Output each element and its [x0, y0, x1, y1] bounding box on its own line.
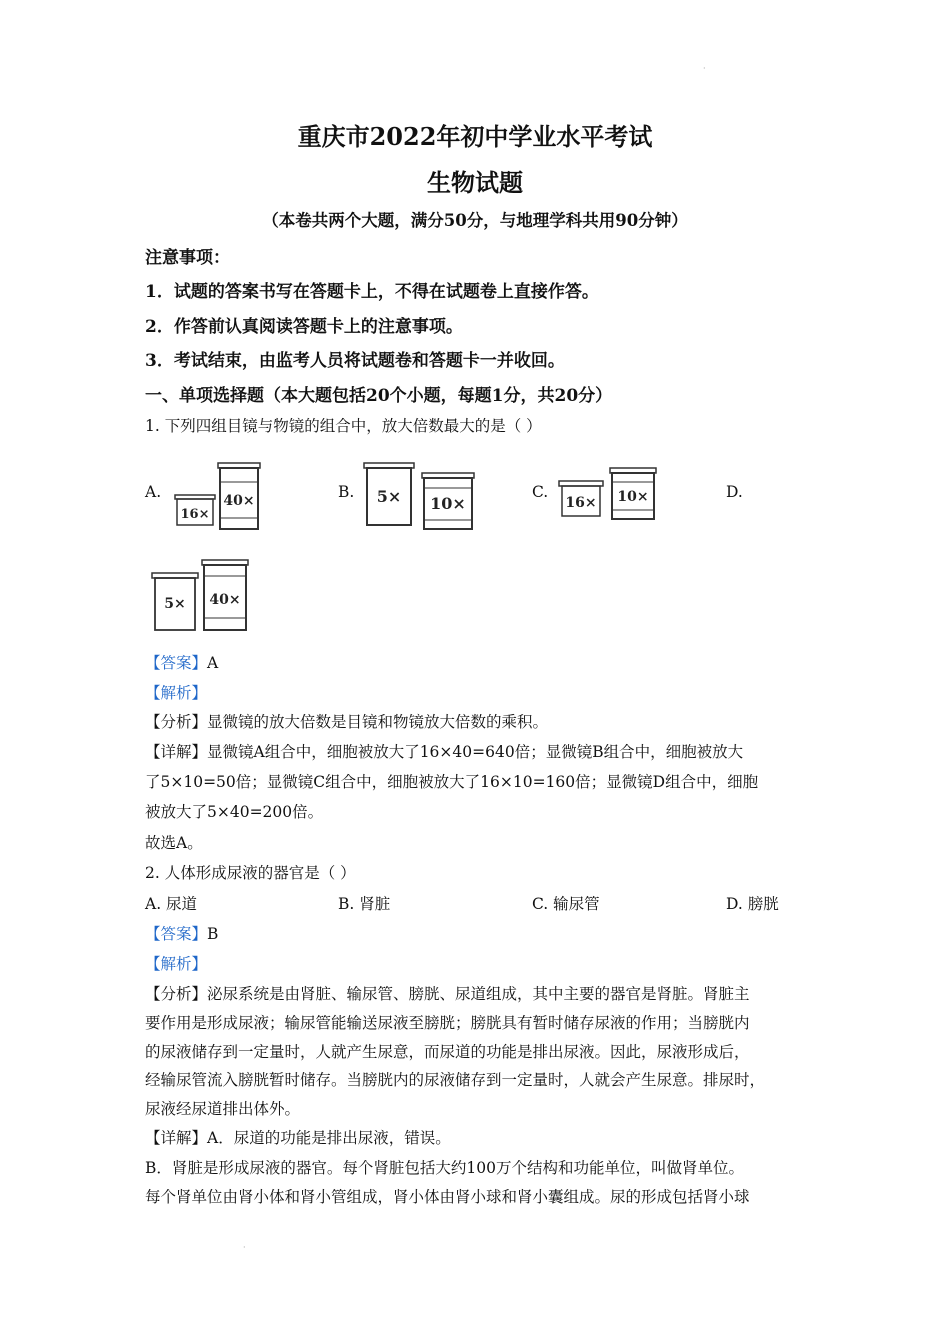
question-1-stem: 1. 下列四组目镜与物镜的组合中，放大倍数最大的是（ ）: [145, 417, 542, 435]
q1-answer-value: A: [207, 654, 219, 672]
exam-note: （本卷共两个大题，满分50分，与地理学科共用90分钟）: [262, 211, 688, 230]
eyepiece-a: [175, 495, 215, 525]
q2-analysis-line-7: B．肾脏是形成尿液的器官。每个肾脏包括大约100万个结构和功能单位，叫做肾单位。: [145, 1159, 744, 1177]
q2-option-d: D. 膀胱: [726, 895, 779, 913]
eyepiece-d: [152, 573, 198, 630]
q2-analysis-line-1: 【分析】泌尿系统是由肾脏、输尿管、膀胱、尿道组成，其中主要的器官是肾脏。肾脏主: [145, 985, 750, 1003]
q2-analysis-line-6: 【详解】A．尿道的功能是排出尿液，错误。: [145, 1129, 451, 1147]
notice-item-2: 2．作答前认真阅读答题卡上的注意事项。: [145, 317, 463, 337]
exam-title: 重庆市2022年初中学业水平考试: [297, 122, 653, 151]
objective-c-label: 10×: [617, 489, 649, 505]
objective-b: [422, 473, 474, 529]
eyepiece-b: [364, 463, 414, 525]
q2-answer: [145, 922, 218, 944]
eyepiece-c: [559, 481, 603, 516]
q1-option-b-figure: [362, 460, 480, 532]
q1-analysis-line-3: 了5×10=50倍；显微镜C组合中，细胞被放大了16×10=160倍；显微镜D组合中，细胞: [145, 773, 759, 791]
q2-analysis-line-3: 的尿液储存到一定量时，人就产生尿意，而尿道的功能是排出尿液。因此，尿液形成后，: [145, 1043, 750, 1061]
q1-analysis-line-2: 【详解】显微镜A组合中，细胞被放大了16×40=640倍；显微镜B组合中，细胞被放大: [145, 743, 744, 761]
notice-heading: 注意事项：: [145, 248, 230, 268]
q2-analysis-line-5: 尿液经尿道排出体外。: [145, 1100, 301, 1118]
q1-option-c-figure: [556, 465, 661, 525]
notice-item-1: 1．试题的答案书写在答题卡上，不得在试题卷上直接作答。: [145, 282, 599, 302]
corner-dot-bottom: ·: [243, 1243, 246, 1252]
q1-option-a-label: A.: [145, 483, 162, 501]
q2-answer-value: B: [207, 925, 219, 943]
eyepiece-b-label: 5×: [376, 487, 402, 506]
q2-option-b: B. 肾脏: [338, 895, 391, 913]
objective-d-label: 40×: [209, 592, 241, 608]
q1-analysis-line-4: 被放大了5×40=200倍。: [145, 803, 324, 821]
objective-d: [202, 560, 248, 630]
q2-analysis-line-4: 经输尿管流入膀胱暂时储存。当膀胱内的尿液储存到一定量时，人就会产生尿意。排尿时，: [145, 1071, 766, 1089]
q1-analysis-line-1: 【分析】显微镜的放大倍数是目镜和物镜放大倍数的乘积。: [145, 713, 549, 731]
objective-a: [218, 463, 260, 529]
section-heading: 一、单项选择题（本大题包括20个小题，每题1分，共20分）: [145, 386, 613, 406]
q1-analysis-tag: 【解析】: [145, 684, 208, 702]
eyepiece-c-label: 16×: [565, 495, 597, 511]
q2-analysis-line-2: 要作用是形成尿液；输尿管能输送尿液至膀胱；膀胱具有暂时储存尿液的作用；当膀胱内: [145, 1014, 750, 1032]
q1-option-c-label: C.: [532, 483, 549, 501]
eyepiece-d-label: 5×: [164, 596, 186, 612]
notice-item-3: 3．考试结束，由监考人员将试题卷和答题卡一并收回。: [145, 351, 565, 371]
q1-option-d-label: D.: [726, 483, 743, 501]
q2-answer-tag: 【答案】: [145, 925, 208, 943]
q1-option-a-figure: [170, 460, 265, 532]
q1-answer: [145, 651, 218, 673]
q1-answer-tag: 【答案】: [145, 654, 208, 672]
q2-analysis-tag: 【解析】: [145, 955, 208, 973]
exam-subtitle: 生物试题: [427, 168, 523, 197]
objective-c: [610, 468, 656, 519]
question-2-stem: 2. 人体形成尿液的器官是（ ）: [145, 864, 356, 882]
q1-analysis-line-5: 故选A。: [145, 834, 203, 852]
q2-option-a: A. 尿道: [145, 895, 198, 913]
q2-analysis-line-8: 每个肾单位由肾小体和肾小管组成，肾小体由肾小球和肾小囊组成。尿的形成包括肾小球: [145, 1188, 750, 1206]
eyepiece-a-label: 16×: [180, 507, 210, 522]
q1-option-b-label: B.: [338, 483, 355, 501]
objective-b-label: 10×: [430, 494, 466, 513]
q1-option-d-figure: [150, 556, 255, 636]
corner-dot-top: ·: [703, 64, 706, 73]
objective-a-label: 40×: [223, 493, 255, 509]
q2-option-c: C. 输尿管: [532, 895, 600, 913]
